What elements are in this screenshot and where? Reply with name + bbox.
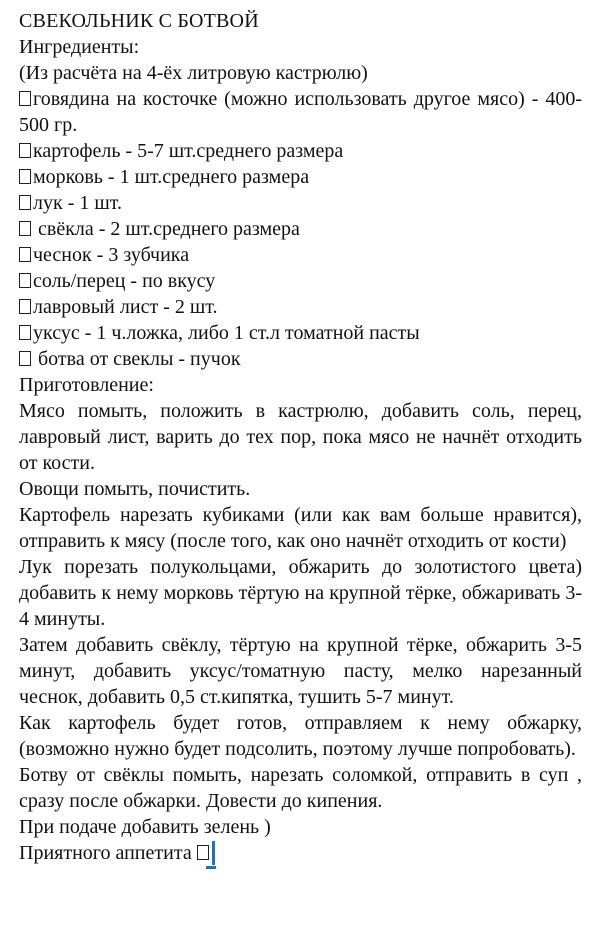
preparation-step: Овощи помыть, почистить.: [19, 478, 251, 500]
ingredient-item: [19, 216, 582, 242]
ingredient-item: [19, 346, 582, 372]
bullet-box-icon: [19, 91, 31, 106]
text-cursor-icon: [212, 841, 215, 865]
preparation-step: Как картофель будет готов, отправляем к нему обжарку, (возможно нужно будет подсолить, поэтому лучше попробовать).: [19, 712, 582, 760]
bullet-box-icon: [19, 221, 31, 236]
preparation-step: Затем добавить свёклу, тёртую на крупной тёрке, обжарить 3-5 минут, добавить уксус/томатную пасту, мелко нарезанный чеснок, добавить 0,5 ст.кипятка, тушить 5-7 минут.: [19, 634, 582, 708]
ingredient-text: уксус - 1 ч.ложка, либо 1 ст.л томатной пасты: [33, 322, 420, 344]
bullet-box-icon: [197, 845, 209, 860]
preparation-heading: Приготовление:: [19, 374, 154, 396]
recipe-title: СВЕКОЛЬНИК С БОТВОЙ: [19, 10, 259, 32]
preparation-step: Мясо помыть, положить в кастрюлю, добавить соль, перец, лавровый лист, варить до тех пор, пока мясо не начнёт отходить от кости.: [19, 400, 582, 474]
ingredient-item: [19, 164, 582, 190]
closing-line: [19, 840, 582, 866]
preparation-step: Ботву от свёклы помыть, нарезать соломкой, отправить в суп , сразу после обжарки. Довести до кипения.: [19, 764, 582, 812]
preparation-step: Лук порезать полукольцами, обжарить до золотистого цвета) добавить к нему морковь тёртую на крупной тёрке, обжаривать 3-4 минуты.: [19, 556, 582, 630]
bullet-box-icon: [19, 325, 31, 340]
ingredient-text: лук - 1 шт.: [33, 192, 122, 214]
ingredient-text: чеснок - 3 зубчика: [33, 244, 190, 266]
closing-text: Приятного аппетита: [19, 842, 197, 864]
bullet-box-icon: [19, 195, 31, 210]
bullet-box-icon: [19, 169, 31, 184]
ingredient-item: [19, 86, 582, 138]
bullet-box-icon: [19, 273, 31, 288]
preparation-step: Картофель нарезать кубиками (или как вам больше нравится), отправить к мясу (после того, как оно начнёт отходить от кости): [19, 504, 582, 552]
preparation-step: При подаче добавить зелень ): [19, 816, 271, 838]
ingredients-note: (Из расчёта на 4-ёх литровую кастрюлю): [19, 62, 368, 84]
ingredient-text: свёкла - 2 шт.среднего размера: [33, 218, 300, 240]
bullet-box-icon: [19, 247, 31, 262]
ingredient-text: соль/перец - по вкусу: [33, 270, 216, 292]
ingredients-heading: Ингредиенты:: [19, 36, 140, 58]
ingredient-item: [19, 190, 582, 216]
ingredient-item: [19, 138, 582, 164]
bullet-box-icon: [19, 299, 31, 314]
ingredient-item: [19, 242, 582, 268]
ingredient-text: картофель - 5-7 шт.среднего размера: [33, 140, 344, 162]
ingredient-text: говядина на косточке (можно использовать другое мясо) - 400-500 гр.: [19, 88, 582, 136]
bullet-box-icon: [19, 143, 31, 158]
ingredient-item: [19, 320, 582, 346]
ingredient-text: ботва от свеклы - пучок: [33, 348, 241, 370]
ingredient-text: лавровый лист - 2 шт.: [33, 296, 218, 318]
document-body[interactable]: [19, 8, 582, 866]
ingredient-item: [19, 268, 582, 294]
ingredient-text: морковь - 1 шт.среднего размера: [33, 166, 310, 188]
ingredient-item: [19, 294, 582, 320]
bullet-box-icon: [19, 351, 31, 366]
